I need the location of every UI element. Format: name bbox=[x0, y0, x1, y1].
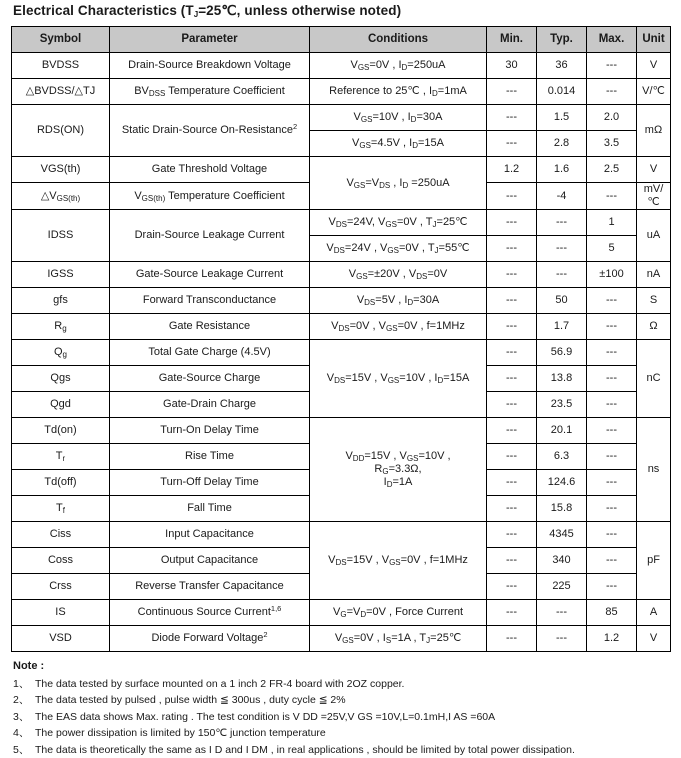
cell-min: --- bbox=[487, 236, 537, 262]
cell-max: --- bbox=[587, 496, 637, 522]
cell-symbol: △BVDSS/△TJ bbox=[12, 79, 110, 105]
cell-parameter: Turn-On Delay Time bbox=[110, 418, 310, 444]
cell-conditions: Reference to 25℃ , $I_D=1mA$ bbox=[310, 79, 487, 105]
cell-max: 2.0 bbox=[587, 105, 637, 131]
cell-typ: 50 bbox=[537, 288, 587, 314]
cell-typ: 20.1 bbox=[537, 418, 587, 444]
cell-parameter: Gate Resistance bbox=[110, 314, 310, 340]
cell-max: 3.5 bbox=[587, 131, 637, 157]
cell-unit: A bbox=[637, 600, 671, 626]
column-header-symbol: Symbol bbox=[12, 27, 110, 53]
cell-typ: 6.3 bbox=[537, 444, 587, 470]
note-item bbox=[13, 692, 670, 709]
cell-unit: mV/℃ bbox=[637, 183, 671, 210]
column-header-unit: Unit bbox=[637, 27, 671, 53]
cell-typ: 23.5 bbox=[537, 392, 587, 418]
cell-min: 1.2 bbox=[487, 157, 537, 183]
cell-typ: --- bbox=[537, 262, 587, 288]
cell-max: --- bbox=[587, 418, 637, 444]
cell-min: --- bbox=[487, 262, 537, 288]
cell-typ: 13.8 bbox=[537, 366, 587, 392]
cell-max: 1 bbox=[587, 210, 637, 236]
cell-typ: 2.8 bbox=[537, 131, 587, 157]
cell-typ: 15.8 bbox=[537, 496, 587, 522]
column-header-typ: Typ. bbox=[537, 27, 587, 53]
cell-parameter: Drain-Source Leakage Current bbox=[110, 210, 310, 262]
cell-parameter: Input Capacitance bbox=[110, 522, 310, 548]
cell-parameter: Gate-Source Charge bbox=[110, 366, 310, 392]
cell-parameter: Fall Time bbox=[110, 496, 310, 522]
cell-parameter: Rise Time bbox=[110, 444, 310, 470]
cell-symbol: $Q_g$ bbox=[12, 340, 110, 366]
cell-unit: S bbox=[637, 288, 671, 314]
note-number: 1、 bbox=[13, 676, 35, 693]
column-header-parameter: Parameter bbox=[110, 27, 310, 53]
note-number: 5、 bbox=[13, 742, 35, 758]
table-row bbox=[12, 340, 671, 366]
table-row bbox=[12, 626, 671, 652]
cell-max: --- bbox=[587, 340, 637, 366]
cell-typ: 1.5 bbox=[537, 105, 587, 131]
cell-typ: --- bbox=[537, 600, 587, 626]
electrical-characteristics-table bbox=[11, 26, 671, 652]
cell-typ: 0.014 bbox=[537, 79, 587, 105]
cell-min: --- bbox=[487, 79, 537, 105]
notes-section bbox=[11, 652, 670, 758]
cell-typ: --- bbox=[537, 626, 587, 652]
cell-min: --- bbox=[487, 470, 537, 496]
table-row bbox=[12, 53, 671, 79]
cell-conditions: $V_{DS}=24V$, $V_{GS}=0V$ , $T_J=25℃$ bbox=[310, 210, 487, 236]
table-row bbox=[12, 314, 671, 340]
table-row bbox=[12, 418, 671, 444]
cell-max: --- bbox=[587, 470, 637, 496]
cell-max: --- bbox=[587, 392, 637, 418]
cell-min: --- bbox=[487, 210, 537, 236]
page-title bbox=[11, 0, 670, 26]
cell-conditions: $V_G=V_D=0V$ , Force Current bbox=[310, 600, 487, 626]
cell-min: --- bbox=[487, 444, 537, 470]
cell-unit: V bbox=[637, 53, 671, 79]
note-item bbox=[13, 725, 670, 742]
cell-min: --- bbox=[487, 340, 537, 366]
cell-max: --- bbox=[587, 522, 637, 548]
cell-conditions: $V_{DS}=5V$ , $I_D=30A$ bbox=[310, 288, 487, 314]
cell-symbol: $T_f$ bbox=[12, 496, 110, 522]
cell-parameter: Output Capacitance bbox=[110, 548, 310, 574]
cell-max: --- bbox=[587, 314, 637, 340]
cell-parameter: Drain-Source Breakdown Voltage bbox=[110, 53, 310, 79]
cell-max: --- bbox=[587, 79, 637, 105]
cell-parameter: Gate-Drain Charge bbox=[110, 392, 310, 418]
cell-conditions: $V_{DS}=15V$ , $V_{GS}=10V$ , $I_D=15A$ bbox=[310, 340, 487, 418]
cell-max: 85 bbox=[587, 600, 637, 626]
cell-unit: nA bbox=[637, 262, 671, 288]
cell-min: --- bbox=[487, 392, 537, 418]
cell-symbol: Qgs bbox=[12, 366, 110, 392]
cell-symbol: BVDSS bbox=[12, 53, 110, 79]
cell-max: --- bbox=[587, 444, 637, 470]
cell-typ: --- bbox=[537, 236, 587, 262]
cell-symbol: Td(off) bbox=[12, 470, 110, 496]
cell-min: --- bbox=[487, 366, 537, 392]
notes-list bbox=[13, 676, 670, 758]
cell-parameter: Diode Forward Voltage$^2$ bbox=[110, 626, 310, 652]
cell-min: 30 bbox=[487, 53, 537, 79]
page-title-suffix: =25℃, unless otherwise noted) bbox=[198, 3, 401, 18]
cell-unit: Ω bbox=[637, 314, 671, 340]
cell-max: --- bbox=[587, 548, 637, 574]
column-header-conditions: Conditions bbox=[310, 27, 487, 53]
page-title-subscript: J bbox=[194, 10, 198, 19]
cell-symbol: $T_r$ bbox=[12, 444, 110, 470]
cell-parameter: Total Gate Charge (4.5V) bbox=[110, 340, 310, 366]
table-row bbox=[12, 600, 671, 626]
table-row bbox=[12, 105, 671, 131]
cell-max: 2.5 bbox=[587, 157, 637, 183]
cell-unit: V/℃ bbox=[637, 79, 671, 105]
cell-symbol: Td(on) bbox=[12, 418, 110, 444]
cell-typ: 56.9 bbox=[537, 340, 587, 366]
cell-parameter: Static Drain-Source On-Resistance$^2$ bbox=[110, 105, 310, 157]
cell-conditions: $V_{GS}=4.5V$ , $I_D=15A$ bbox=[310, 131, 487, 157]
cell-symbol: IGSS bbox=[12, 262, 110, 288]
note-text: The power dissipation is limited by 150℃ junction temperature bbox=[35, 725, 670, 742]
cell-symbol: Coss bbox=[12, 548, 110, 574]
cell-min: --- bbox=[487, 626, 537, 652]
table-body bbox=[12, 53, 671, 652]
notes-heading: Note : bbox=[13, 658, 670, 676]
cell-parameter: Reverse Transfer Capacitance bbox=[110, 574, 310, 600]
cell-max: ±100 bbox=[587, 262, 637, 288]
note-text: The data is theoretically the same as I D and I DM , in real applications , should be limited by total power dissipation. bbox=[35, 742, 670, 758]
cell-conditions: $V_{DD}=15V$ , $V_{GS}=10V$ , $R_G=3.3\Omega$, $I_D=1A$ bbox=[310, 418, 487, 522]
cell-unit: uA bbox=[637, 210, 671, 262]
cell-typ: 225 bbox=[537, 574, 587, 600]
note-number: 3、 bbox=[13, 709, 35, 726]
cell-unit: V bbox=[637, 157, 671, 183]
cell-symbol: Qgd bbox=[12, 392, 110, 418]
cell-max: --- bbox=[587, 183, 637, 210]
note-item bbox=[13, 676, 670, 693]
cell-typ: 340 bbox=[537, 548, 587, 574]
cell-min: --- bbox=[487, 600, 537, 626]
table-row bbox=[12, 79, 671, 105]
cell-min: --- bbox=[487, 574, 537, 600]
cell-max: --- bbox=[587, 574, 637, 600]
cell-parameter: Forward Transconductance bbox=[110, 288, 310, 314]
cell-typ: 36 bbox=[537, 53, 587, 79]
cell-symbol: IDSS bbox=[12, 210, 110, 262]
cell-symbol: $\triangle V_{GS(th)}$ bbox=[12, 183, 110, 210]
cell-conditions: $V_{GS}=0V$ , $I_S=1A$ , $T_J=25℃$ bbox=[310, 626, 487, 652]
note-text: The data tested by pulsed , pulse width ≦ 300us , duty cycle ≦ 2% bbox=[35, 692, 670, 709]
table-row bbox=[12, 262, 671, 288]
cell-conditions: $V_{GS}=V_{DS}$ , $I_D =250uA$ bbox=[310, 157, 487, 210]
cell-max: --- bbox=[587, 53, 637, 79]
table-row bbox=[12, 157, 671, 183]
cell-typ: 124.6 bbox=[537, 470, 587, 496]
cell-parameter: Gate-Source Leakage Current bbox=[110, 262, 310, 288]
cell-min: --- bbox=[487, 183, 537, 210]
cell-min: --- bbox=[487, 548, 537, 574]
cell-max: --- bbox=[587, 366, 637, 392]
cell-conditions: $V_{GS}=0V$ , $I_D=250uA$ bbox=[310, 53, 487, 79]
cell-typ: 1.6 bbox=[537, 157, 587, 183]
cell-typ: 1.7 bbox=[537, 314, 587, 340]
cell-symbol: $R_g$ bbox=[12, 314, 110, 340]
cell-conditions: $V_{GS}=10V$ , $I_D=30A$ bbox=[310, 105, 487, 131]
cell-unit: V bbox=[637, 626, 671, 652]
cell-min: --- bbox=[487, 131, 537, 157]
cell-typ: --- bbox=[537, 210, 587, 236]
column-header-max: Max. bbox=[587, 27, 637, 53]
cell-parameter: Turn-Off Delay Time bbox=[110, 470, 310, 496]
cell-unit: ns bbox=[637, 418, 671, 522]
cell-parameter: Continuous Source Current$^{1,6}$ bbox=[110, 600, 310, 626]
cell-symbol: gfs bbox=[12, 288, 110, 314]
column-header-min: Min. bbox=[487, 27, 537, 53]
cell-symbol: VGS(th) bbox=[12, 157, 110, 183]
cell-min: --- bbox=[487, 105, 537, 131]
table-header bbox=[12, 27, 671, 53]
cell-parameter: $BV_{DSS}$ Temperature Coefficient bbox=[110, 79, 310, 105]
cell-unit: mΩ bbox=[637, 105, 671, 157]
note-text: The data tested by surface mounted on a 1 inch 2 FR-4 board with 2OZ copper. bbox=[35, 676, 670, 693]
note-number: 2、 bbox=[13, 692, 35, 709]
cell-max: --- bbox=[587, 288, 637, 314]
cell-parameter: Gate Threshold Voltage bbox=[110, 157, 310, 183]
table-row bbox=[12, 522, 671, 548]
cell-typ: 4345 bbox=[537, 522, 587, 548]
cell-symbol: VSD bbox=[12, 626, 110, 652]
cell-min: --- bbox=[487, 418, 537, 444]
note-text: The EAS data shows Max. rating . The test condition is V DD =25V,V GS =10V,L=0.1mH,I AS =60A bbox=[35, 709, 670, 726]
cell-max: 5 bbox=[587, 236, 637, 262]
cell-conditions: $V_{GS}=\pm 20V$ , $V_{DS}=0V$ bbox=[310, 262, 487, 288]
cell-conditions: $V_{DS}=15V$ , $V_{GS}=0V$ , f=1MHz bbox=[310, 522, 487, 600]
cell-max: 1.2 bbox=[587, 626, 637, 652]
cell-unit: nC bbox=[637, 340, 671, 418]
cell-symbol: RDS(ON) bbox=[12, 105, 110, 157]
table-row bbox=[12, 288, 671, 314]
cell-conditions: $V_{DS}=24V$ , $V_{GS}=0V$ , $T_J=55℃$ bbox=[310, 236, 487, 262]
cell-conditions: $V_{DS}=0V$ , $V_{GS}=0V$ , f=1MHz bbox=[310, 314, 487, 340]
cell-typ: -4 bbox=[537, 183, 587, 210]
cell-symbol: Crss bbox=[12, 574, 110, 600]
cell-parameter: $V_{GS(th)}$ Temperature Coefficient bbox=[110, 183, 310, 210]
cell-min: --- bbox=[487, 522, 537, 548]
note-number: 4、 bbox=[13, 725, 35, 742]
cell-unit: pF bbox=[637, 522, 671, 600]
cell-symbol: IS bbox=[12, 600, 110, 626]
cell-min: --- bbox=[487, 314, 537, 340]
page-title-prefix: Electrical Characteristics (T bbox=[13, 3, 194, 18]
cell-min: --- bbox=[487, 288, 537, 314]
table-header-row bbox=[12, 27, 671, 53]
table-row bbox=[12, 210, 671, 236]
cell-symbol: Ciss bbox=[12, 522, 110, 548]
note-item bbox=[13, 742, 670, 758]
cell-min: --- bbox=[487, 496, 537, 522]
